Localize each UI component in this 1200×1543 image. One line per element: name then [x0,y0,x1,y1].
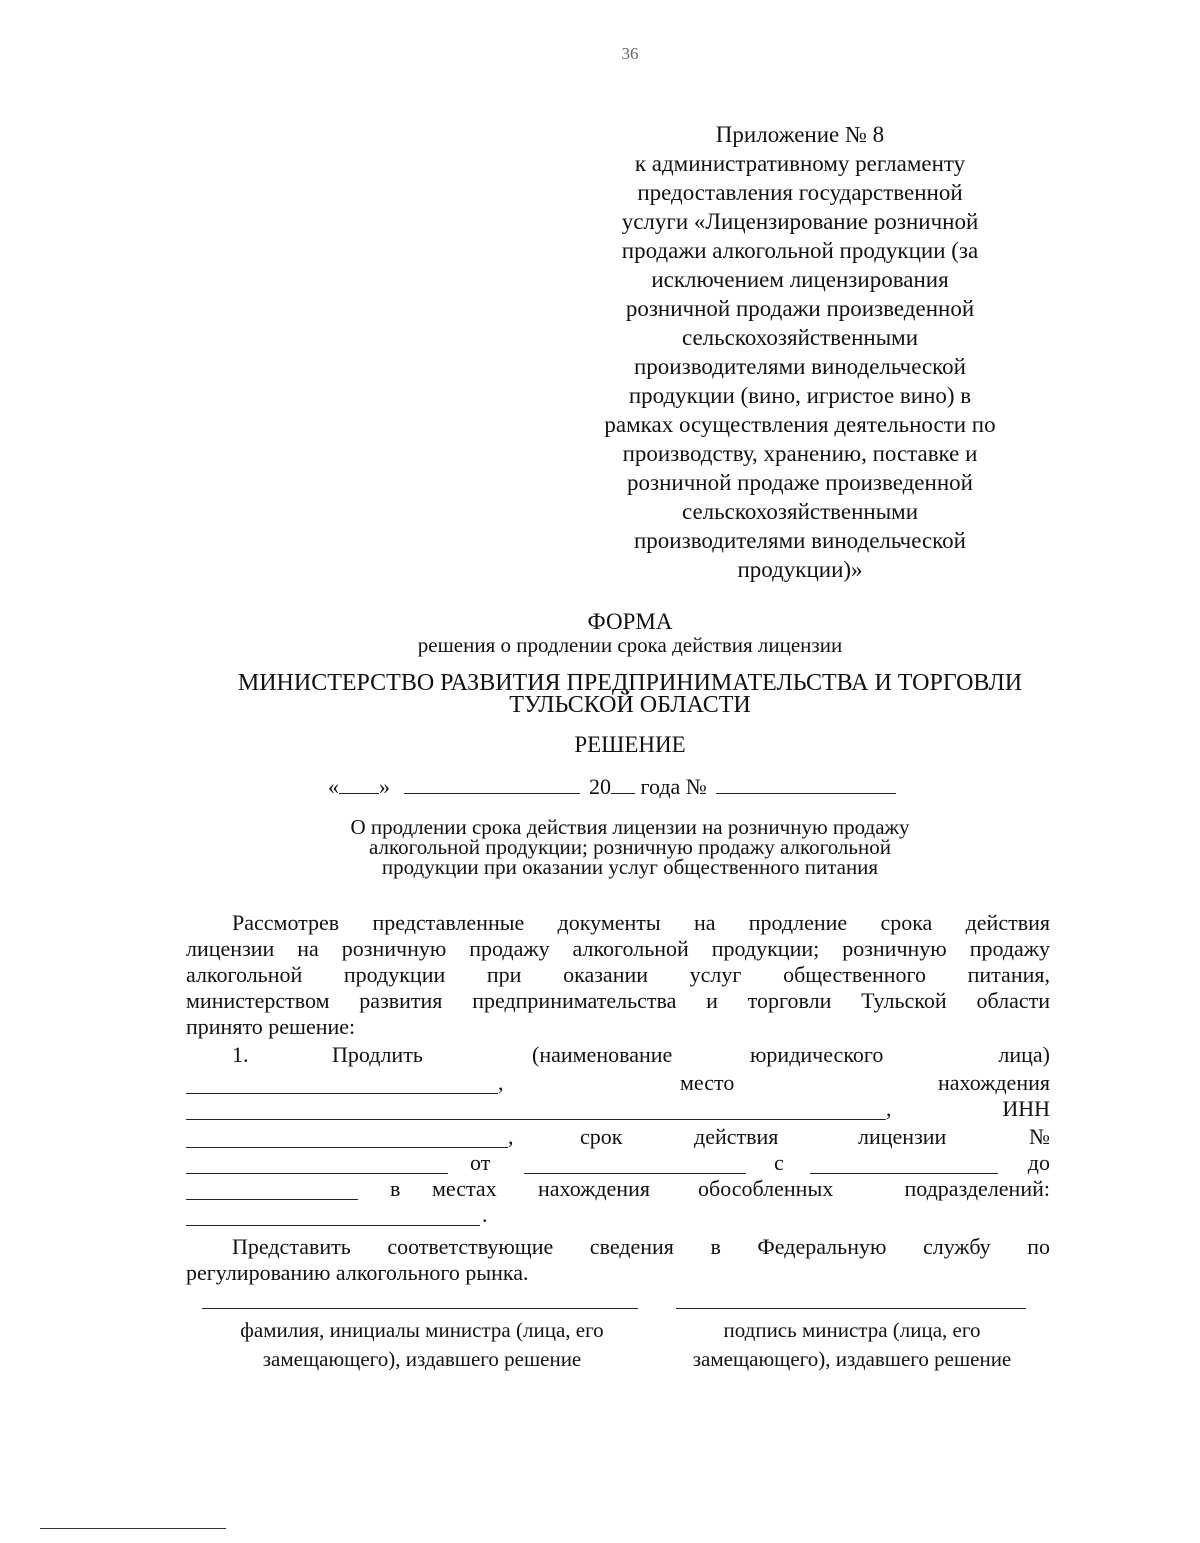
minister-signature-caption [656,1316,1048,1374]
item-row [186,1044,1050,1070]
paragraph-line: лицензии на розничную продажу алкогольной продукции; розничную продажу [186,936,1050,961]
form-subtitle: решения о продлении срока действия лицензии [417,633,843,657]
decision-title: РЕШЕНИЕ [574,732,686,757]
item-word: обособленных [698,1176,834,1201]
item-row [186,1178,1050,1204]
item-row [186,1126,1050,1152]
appendix-block [560,120,1040,584]
date-number-line [328,774,896,800]
quote-open: « [328,774,339,799]
appendix-line: сельскохозяйственными [681,325,919,350]
appendix-line: производителями винодельческой [634,528,966,553]
item-word: местах [432,1176,497,1201]
paragraph-line: Рассмотрев представленные документы на продление срока действия [232,910,1050,935]
item-row [186,1204,1050,1230]
item-word: лицензии [858,1124,947,1149]
year-prefix: 20 [589,774,611,799]
inn-field[interactable] [186,1147,508,1148]
quote-close: » [379,774,390,799]
item-word: Продлить [332,1042,423,1067]
item-row [186,1072,1050,1098]
subject-line: О продлении срока действия лицензии на розничную продажу [350,815,910,839]
item-word: нахождения [938,1070,1050,1095]
decision-subject [0,817,1200,877]
month-field[interactable] [404,775,580,794]
caption-line: замещающего), издавшего решение [692,1347,1012,1371]
item-number: 1. [232,1042,249,1067]
ministry-line: ТУЛЬСКОЙ ОБЛАСТИ [509,692,751,718]
appendix-line: сельскохозяйственными [681,499,919,524]
subject-line: алкогольной продукции; розничную продажу алкогольной [369,835,891,859]
day-field[interactable] [339,775,379,794]
item-row [186,1098,1050,1124]
appendix-line: продукции (вино, игристое вино) в [628,383,972,408]
appendix-line: рамках осуществления деятельности по [604,412,996,437]
paragraph-line: министерством развития предпринимательства и торговли Тульской области [186,988,1050,1013]
valid-until-field[interactable] [186,1199,358,1200]
license-date-field[interactable] [524,1173,746,1174]
minister-name-field[interactable] [202,1308,638,1309]
comma: , [508,1124,514,1149]
appendix-line: розничной продаже произведенной [627,470,973,495]
caption-line: подпись министра (лица, его [723,1318,981,1342]
appendix-line: исключением лицензирования [651,267,949,292]
appendix-line: предоставления государственной [637,180,963,205]
decision-number-field[interactable] [716,775,896,794]
item-word: № [1029,1124,1050,1149]
appendix-line: продукции)» [737,557,863,582]
item-word: место [680,1070,735,1095]
year-suffix: года № [640,774,707,799]
appendix-title: Приложение № 8 [715,122,885,147]
intro-paragraph [186,910,1050,1040]
item-word: с [774,1150,784,1175]
item-word: ИНН [1002,1096,1050,1121]
divisions-field[interactable] [186,1225,480,1226]
appendix-line: производителями винодельческой [634,354,966,379]
entity-name-field[interactable] [186,1093,498,1094]
item-word: нахождения [538,1176,650,1201]
paragraph-line: принято решение: [186,1014,356,1039]
ministry-line: МИНИСТЕРСТВО РАЗВИТИЯ ПРЕДПРИНИМАТЕЛЬСТВА И ТОРГОВЛИ [237,670,1023,696]
caption-line: замещающего), издавшего решение [262,1347,582,1371]
appendix-line: продажи алкогольной продукции (за [621,238,979,263]
paragraph-line: регулированию алкогольного рынка. [186,1260,529,1285]
page-number: 36 [621,44,639,63]
item-word: лица) [998,1042,1050,1067]
subject-line: продукции при оказании услуг общественного питания [381,855,879,879]
minister-name-caption [196,1316,648,1374]
period: . [482,1202,488,1227]
item-word: подразделений: [904,1176,1050,1201]
appendix-line: производству, хранению, поставке и [622,441,978,466]
item-word: в [390,1176,401,1201]
appendix-line: розничной продажи произведенной [625,296,975,321]
appendix-line: к административному регламенту [634,151,966,176]
footnote-separator [40,1528,226,1529]
ministry-name [0,672,1200,716]
appendix-line: услуги «Лицензирование розничной [621,209,979,234]
comma: , [886,1096,892,1121]
item-word: юридического [750,1042,884,1067]
comma: , [498,1070,504,1095]
item-word: срок [580,1124,623,1149]
minister-signature-field[interactable] [676,1308,1026,1309]
paragraph-line: Представить соответствующие сведения в Федеральную службу по [232,1234,1050,1259]
submit-paragraph [186,1234,1050,1286]
item-word: действия [694,1124,779,1149]
paragraph-line: алкогольной продукции при оказании услуг общественного питания, [186,962,1050,987]
item-row [186,1152,1050,1178]
item-word: до [1027,1150,1050,1175]
item-word: от [470,1150,491,1175]
form-title: ФОРМА [587,609,673,634]
license-number-field[interactable] [186,1173,448,1174]
item-word: (наименование [532,1042,673,1067]
caption-line: фамилия, инициалы министра (лица, его [240,1318,604,1342]
year-field[interactable] [611,775,635,794]
location-field[interactable] [186,1119,886,1120]
valid-from-field[interactable] [810,1173,998,1174]
